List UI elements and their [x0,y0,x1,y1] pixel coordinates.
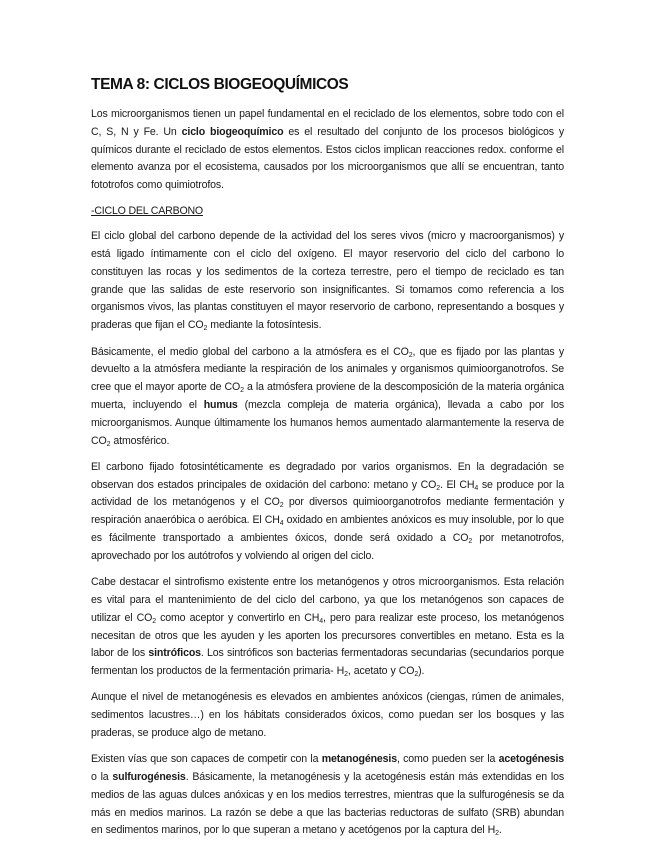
paragraph [91,689,564,742]
text-run: (mezcla compleja de materia orgánica), llevada a cabo por los microorganismos. Aunque últimamente los humanos hemos aumentado alarmantemente la reserva de CO [91,398,564,447]
subscript: 2 [279,502,284,510]
page-content [91,76,564,849]
subscript: 2 [240,387,244,395]
text-run: Los microorganismos tienen un papel fundamental en el reciclado de los elementos, sobre todo con el C, S, N y Fe. Un [91,108,564,138]
text-run: El carbono fijado fotosintéticamente es degradado por varios organismos. En la degradación se observan dos estados principales de oxidación del carbono: metano y CO [91,460,564,491]
paragraph [91,344,564,451]
section-heading: -CICLO DEL CARBONO [91,205,203,218]
subscript: 4 [474,484,479,492]
text-run: Básicamente, el medio global del carbono a la atmósfera es el CO [91,345,409,358]
text-run: atmosférico. [110,434,170,447]
paragraph [91,106,564,195]
bold-term: ciclo biogeoquímico [181,125,284,138]
paragraph [91,574,564,681]
text-run: oxidado en ambientes anóxicos es muy insoluble, por lo que es fácilmente transportado a ambientes óxicos, donde será oxidado a CO [91,514,564,545]
text-run: Cabe destacar el sintrofismo existente entre los metanógenos y otros microorganismos. Esta relación es vital para el mantenimiento de del ciclo del carbono, ya que los metanógenos son capaces de utilizar el CO [91,576,564,624]
subscript: 2 [203,325,208,333]
text-run: . [498,824,502,837]
text-run: . Los sintróficos son bacterias fermentadoras secundarias (secundarios porque fermentan los productos de la fermentación primaria- H [91,647,564,678]
text-run: El ciclo global del carbono depende de la actividad del los seres vivos (micro y macroorganismos) y está ligado íntimamente con el ciclo del oxígeno. El mayor reservorio del ciclo del carbono lo constituyen las rocas y los sedimentos de la corteza terrestre, pero el tiempo de reciclado es tan grande que las salidas de este reservorio son insignificantes. Si tomamos como referencia a los organismos vivos, las plantas constituyen el mayor reservorio de carbono, representando a bosques y praderas que fijan el CO [91,230,564,332]
text-run: como aceptor y convertirlo en CH [155,611,320,624]
text-run: , como pueden ser la [396,753,499,766]
text-run: , pero para realizar este proceso, los metanógenos necesitan de otros que les ayuden y les aporten los precursores convertibles en metano. Esta es la labor de los [91,611,565,660]
bold-term: metanogénesis [321,753,397,766]
bold-term: acetogénesis [498,753,564,766]
text-run: . El CH [439,478,475,491]
bold-term: sulfurogénesis [112,771,186,784]
text-run: , acetato y CO [347,665,415,678]
subscript: 2 [414,671,419,679]
text-run: es el resultado del conjunto de los procesos biológicos y químicos durante el reciclado de estos elementos. Estos ciclos implican reacciones redox. conforme el elemento avanza por el ecosistema, causados por los microorganismos que allí se encuentran, tanto fototrofos como quimiotrofos. [91,125,564,192]
text-run: mediante la fotosíntesis. [207,319,322,332]
text-run: Aunque el nivel de metanogénesis es elevados en ambientes anóxicos (ciengas, rúmen de animales, sedimentos lacustres…) en los hábitats considerados óxicos, como puedan ser los bosques y las praderas, se produce algo de metano. [91,691,564,739]
text-run: . Básicamente, la metanogénesis y la acetogénesis están más extendidas en los medios de las aguas dulces anóxicas y en los medios terrestres, mientras que la sulfurogénesis se da más en medios marinos. La razón se debe a que las bacterias reductoras de sulfato (SRB) abundan en sedimentos marinos, por lo que superan a metano y acetógenos por la captura del H [91,771,564,837]
text-run: o la [91,771,113,784]
subscript: 2 [106,440,111,448]
subscript: 2 [495,830,499,838]
bold-term: sintróficos [148,647,201,660]
paragraph [91,459,564,566]
text-run: ). [418,665,425,678]
text-run: por metanotrofos, aprovechado por los autótrofos y volviendo al origen del ciclo. [91,532,564,562]
paragraph [91,228,564,335]
text-run: , que es fijado por las plantas y devuelto a la atmósfera mediante la respiración de los animales y organismos quimioorganotrofos. Se cree que el mayor aporte de CO [91,345,564,394]
subscript: 2 [152,617,156,625]
subscript: 4 [279,520,284,528]
text-run: a la atmósfera proviene de la descomposición de la materia orgánica muerta, incluyendo el [91,381,564,411]
paragraph [91,751,564,840]
subscript: 2 [344,671,348,679]
text-run: por diversos quimioorganotrofos mediante fermentación y respiración anaeróbica o aeróbica. El CH [91,496,564,527]
bold-term: humus [203,398,238,411]
page-title: TEMA 8: CICLOS BIOGEOQUÍMICOS [91,76,349,93]
subscript: 4 [319,617,324,625]
subscript: 2 [436,484,440,492]
text-run: Existen vías que son capaces de competir con la [91,753,322,766]
subscript: 2 [468,538,473,546]
subscript: 2 [408,351,413,359]
document-body [91,106,564,840]
text-run: se produce por la actividad de los metanógenos y el CO [91,478,564,509]
